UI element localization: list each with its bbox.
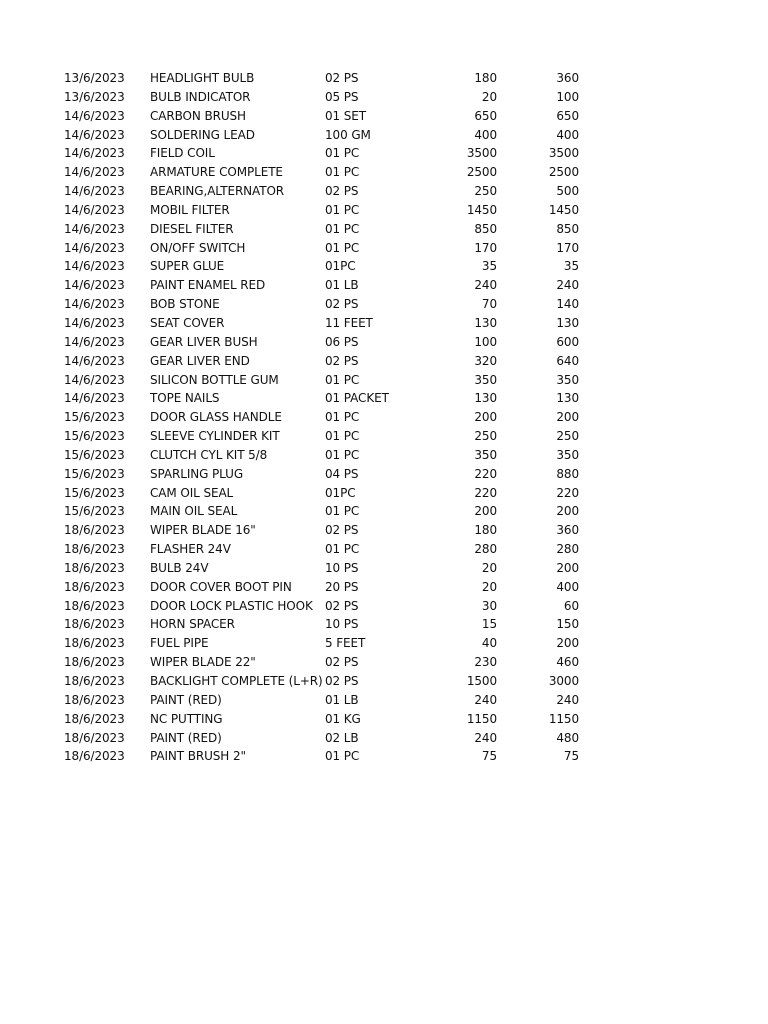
item-cell: SUPER GLUE <box>150 259 225 274</box>
item-cell: NC PUTTING <box>150 711 223 726</box>
amount-cell: 3000 <box>548 674 579 688</box>
table-row <box>64 427 594 446</box>
rate-cell: 20 <box>481 560 497 575</box>
table-row <box>64 389 594 408</box>
date-cell: 13/6/2023 <box>64 71 125 85</box>
table-row <box>64 615 594 634</box>
quantity-cell: 01 PC <box>325 429 360 444</box>
table-row <box>64 88 594 107</box>
table-row <box>64 521 594 540</box>
table-row <box>64 540 594 559</box>
item-cell: ON/OFF SWITCH <box>150 240 246 255</box>
quantity-cell: 100 GM <box>325 127 371 142</box>
table-row <box>64 747 594 766</box>
amount-cell: 650 <box>556 108 579 123</box>
date-cell: 14/6/2023 <box>64 297 125 312</box>
quantity-cell: 01 LB <box>325 278 359 293</box>
quantity-cell: 02 LB <box>325 730 359 745</box>
date-cell: 18/6/2023 <box>64 617 125 632</box>
quantity-cell: 02 PS <box>325 674 359 688</box>
date-cell: 14/6/2023 <box>64 259 125 274</box>
amount-cell: 500 <box>556 184 579 199</box>
item-cell: DIESEL FILTER <box>150 221 234 236</box>
amount-cell: 75 <box>563 749 579 764</box>
quantity-cell: 02 PS <box>325 71 359 85</box>
rate-cell: 850 <box>474 221 497 236</box>
date-cell: 14/6/2023 <box>64 334 125 349</box>
item-cell: SEAT COVER <box>150 315 225 330</box>
rate-cell: 220 <box>474 466 497 481</box>
rate-cell: 400 <box>474 127 497 142</box>
table-row <box>64 371 594 390</box>
item-cell: BULB INDICATOR <box>150 89 251 104</box>
quantity-cell: 01 PC <box>325 240 360 255</box>
date-cell: 18/6/2023 <box>64 711 125 726</box>
quantity-cell: 01 PC <box>325 504 360 519</box>
quantity-cell: 06 PS <box>325 334 359 349</box>
table-row <box>64 408 594 427</box>
amount-cell: 350 <box>556 372 579 387</box>
rate-cell: 250 <box>474 429 497 444</box>
table-row <box>64 69 594 88</box>
item-cell: HORN SPACER <box>150 617 235 632</box>
table-row <box>64 653 594 672</box>
quantity-cell: 10 PS <box>325 617 359 632</box>
date-cell: 18/6/2023 <box>64 579 125 594</box>
date-cell: 15/6/2023 <box>64 429 125 444</box>
date-cell: 15/6/2023 <box>64 447 125 462</box>
item-cell: PAINT (RED) <box>150 730 222 745</box>
item-cell: SPARLING PLUG <box>150 466 244 481</box>
rate-cell: 170 <box>474 240 497 255</box>
item-cell: BULB 24V <box>150 560 209 575</box>
item-cell: MOBIL FILTER <box>150 202 230 217</box>
item-cell: BACKLIGHT COMPLETE (L+R) <box>150 674 323 688</box>
date-cell: 14/6/2023 <box>64 278 125 293</box>
table-row <box>64 333 594 352</box>
quantity-cell: 01 PC <box>325 202 360 217</box>
rate-cell: 20 <box>481 89 497 104</box>
date-cell: 14/6/2023 <box>64 353 125 368</box>
amount-cell: 130 <box>556 391 579 406</box>
quantity-cell: 01 PC <box>325 165 360 180</box>
amount-cell: 140 <box>556 297 579 312</box>
date-cell: 14/6/2023 <box>64 391 125 406</box>
amount-cell: 200 <box>556 636 579 651</box>
amount-cell: 1150 <box>548 711 579 726</box>
quantity-cell: 01 SET <box>325 108 367 123</box>
amount-cell: 880 <box>556 466 579 481</box>
item-cell: MAIN OIL SEAL <box>150 504 238 519</box>
amount-cell: 200 <box>556 560 579 575</box>
rate-cell: 350 <box>474 447 497 462</box>
item-cell: HEADLIGHT BULB <box>150 71 255 85</box>
table-row <box>64 276 594 295</box>
quantity-cell: 01 PC <box>325 749 360 764</box>
amount-cell: 400 <box>556 579 579 594</box>
date-cell: 14/6/2023 <box>64 127 125 142</box>
item-cell: DOOR GLASS HANDLE <box>150 410 282 425</box>
amount-cell: 1450 <box>548 202 579 217</box>
amount-cell: 170 <box>556 240 579 255</box>
date-cell: 14/6/2023 <box>64 202 125 217</box>
table-row <box>64 634 594 653</box>
amount-cell: 2500 <box>548 165 579 180</box>
table-row <box>64 163 594 182</box>
date-cell: 15/6/2023 <box>64 466 125 481</box>
amount-cell: 200 <box>556 410 579 425</box>
amount-cell: 360 <box>556 71 579 85</box>
date-cell: 18/6/2023 <box>64 598 125 613</box>
item-cell: FUEL PIPE <box>150 636 209 651</box>
item-cell: PAINT ENAMEL RED <box>150 278 266 293</box>
rate-cell: 40 <box>481 636 497 651</box>
rate-cell: 650 <box>474 108 497 123</box>
table-row <box>64 672 594 691</box>
table-row <box>64 107 594 126</box>
date-cell: 18/6/2023 <box>64 560 125 575</box>
quantity-cell: 01 PC <box>325 146 360 161</box>
rate-cell: 100 <box>474 334 497 349</box>
amount-cell: 600 <box>556 334 579 349</box>
rate-cell: 130 <box>474 315 497 330</box>
table-row <box>64 710 594 729</box>
table-row <box>64 182 594 201</box>
rate-cell: 15 <box>481 617 497 632</box>
amount-cell: 200 <box>556 504 579 519</box>
item-cell: PAINT BRUSH 2" <box>150 749 246 764</box>
amount-cell: 460 <box>556 655 579 670</box>
item-cell: BEARING,ALTERNATOR <box>150 184 285 199</box>
amount-cell: 250 <box>556 429 579 444</box>
rate-cell: 320 <box>474 353 497 368</box>
quantity-cell: 01 LB <box>325 692 359 707</box>
date-cell: 15/6/2023 <box>64 504 125 519</box>
date-cell: 14/6/2023 <box>64 240 125 255</box>
quantity-cell: 01 PACKET <box>325 391 389 406</box>
rate-cell: 1450 <box>466 202 497 217</box>
rate-cell: 130 <box>474 391 497 406</box>
quantity-cell: 02 PS <box>325 353 359 368</box>
table-row <box>64 446 594 465</box>
rate-cell: 250 <box>474 184 497 199</box>
table-row <box>64 597 594 616</box>
item-cell: SILICON BOTTLE GUM <box>150 372 279 387</box>
item-cell: WIPER BLADE 22" <box>150 655 256 670</box>
amount-cell: 360 <box>556 523 579 538</box>
item-cell: FLASHER 24V <box>150 542 231 557</box>
item-cell: PAINT (RED) <box>150 692 222 707</box>
date-cell: 13/6/2023 <box>64 89 125 104</box>
quantity-cell: 11 FEET <box>325 315 373 330</box>
rate-cell: 180 <box>474 71 497 85</box>
quantity-cell: 02 PS <box>325 523 359 538</box>
amount-cell: 350 <box>556 447 579 462</box>
rate-cell: 240 <box>474 278 497 293</box>
amount-cell: 850 <box>556 221 579 236</box>
item-cell: SLEEVE CYLINDER KIT <box>150 429 280 444</box>
amount-cell: 640 <box>556 353 579 368</box>
quantity-cell: 02 PS <box>325 184 359 199</box>
rate-cell: 220 <box>474 485 497 500</box>
table-row <box>64 257 594 276</box>
rate-cell: 35 <box>481 259 497 274</box>
date-cell: 14/6/2023 <box>64 315 125 330</box>
table-row <box>64 729 594 748</box>
amount-cell: 150 <box>556 617 579 632</box>
table-row <box>64 239 594 258</box>
rate-cell: 70 <box>481 297 497 312</box>
quantity-cell: 10 PS <box>325 560 359 575</box>
table-row <box>64 691 594 710</box>
table-row <box>64 578 594 597</box>
rate-cell: 200 <box>474 504 497 519</box>
amount-cell: 240 <box>556 278 579 293</box>
date-cell: 14/6/2023 <box>64 221 125 236</box>
table-row <box>64 295 594 314</box>
quantity-cell: 01 PC <box>325 542 360 557</box>
date-cell: 14/6/2023 <box>64 146 125 161</box>
quantity-cell: 02 PS <box>325 297 359 312</box>
amount-cell: 400 <box>556 127 579 142</box>
date-cell: 15/6/2023 <box>64 410 125 425</box>
rate-cell: 240 <box>474 730 497 745</box>
quantity-cell: 01PC <box>325 259 356 274</box>
date-cell: 15/6/2023 <box>64 485 125 500</box>
amount-cell: 240 <box>556 692 579 707</box>
amount-cell: 3500 <box>548 146 579 161</box>
rate-cell: 180 <box>474 523 497 538</box>
item-cell: FIELD COIL <box>150 146 215 161</box>
amount-cell: 280 <box>556 542 579 557</box>
table-row <box>64 465 594 484</box>
date-cell: 18/6/2023 <box>64 674 125 688</box>
table-row <box>64 314 594 333</box>
rate-cell: 350 <box>474 372 497 387</box>
rate-cell: 20 <box>481 579 497 594</box>
rate-cell: 200 <box>474 410 497 425</box>
item-cell: CARBON BRUSH <box>150 108 246 123</box>
date-cell: 18/6/2023 <box>64 730 125 745</box>
quantity-cell: 20 PS <box>325 579 359 594</box>
rate-cell: 1150 <box>466 711 497 726</box>
item-cell: DOOR LOCK PLASTIC HOOK <box>150 598 313 613</box>
quantity-cell: 04 PS <box>325 466 359 481</box>
rate-cell: 3500 <box>466 146 497 161</box>
item-cell: CAM OIL SEAL <box>150 485 234 500</box>
item-cell: BOB STONE <box>150 297 220 312</box>
date-cell: 14/6/2023 <box>64 372 125 387</box>
amount-cell: 220 <box>556 485 579 500</box>
rate-cell: 75 <box>481 749 497 764</box>
rate-cell: 1500 <box>466 674 497 688</box>
date-cell: 14/6/2023 <box>64 165 125 180</box>
quantity-cell: 02 PS <box>325 655 359 670</box>
item-cell: GEAR LIVER BUSH <box>150 334 258 349</box>
amount-cell: 480 <box>556 730 579 745</box>
rate-cell: 280 <box>474 542 497 557</box>
purchase-table <box>64 69 594 766</box>
amount-cell: 35 <box>563 259 579 274</box>
table-row <box>64 126 594 145</box>
date-cell: 18/6/2023 <box>64 749 125 764</box>
date-cell: 18/6/2023 <box>64 542 125 557</box>
quantity-cell: 01 PC <box>325 410 360 425</box>
quantity-cell: 01 PC <box>325 221 360 236</box>
item-cell: TOPE NAILS <box>150 391 220 406</box>
date-cell: 14/6/2023 <box>64 184 125 199</box>
quantity-cell: 01 KG <box>325 711 361 726</box>
table-row <box>64 502 594 521</box>
table-row <box>64 484 594 503</box>
table-row <box>64 201 594 220</box>
quantity-cell: 01 PC <box>325 372 360 387</box>
quantity-cell: 01 PC <box>325 447 360 462</box>
item-cell: SOLDERING LEAD <box>150 127 255 142</box>
quantity-cell: 01PC <box>325 485 356 500</box>
item-cell: GEAR LIVER END <box>150 353 250 368</box>
table-row <box>64 352 594 371</box>
item-cell: ARMATURE COMPLETE <box>150 165 283 180</box>
date-cell: 14/6/2023 <box>64 108 125 123</box>
date-cell: 18/6/2023 <box>64 523 125 538</box>
rate-cell: 30 <box>481 598 497 613</box>
amount-cell: 60 <box>563 598 579 613</box>
table-row <box>64 220 594 239</box>
amount-cell: 100 <box>556 89 579 104</box>
table-row <box>64 559 594 578</box>
quantity-cell: 5 FEET <box>325 636 366 651</box>
date-cell: 18/6/2023 <box>64 655 125 670</box>
item-cell: DOOR COVER BOOT PIN <box>150 579 292 594</box>
rate-cell: 230 <box>474 655 497 670</box>
date-cell: 18/6/2023 <box>64 692 125 707</box>
rate-cell: 2500 <box>466 165 497 180</box>
item-cell: WIPER BLADE 16" <box>150 523 256 538</box>
item-cell: CLUTCH CYL KIT 5/8 <box>150 447 268 462</box>
table-row <box>64 144 594 163</box>
amount-cell: 130 <box>556 315 579 330</box>
quantity-cell: 02 PS <box>325 598 359 613</box>
date-cell: 18/6/2023 <box>64 636 125 651</box>
rate-cell: 240 <box>474 692 497 707</box>
quantity-cell: 05 PS <box>325 89 359 104</box>
